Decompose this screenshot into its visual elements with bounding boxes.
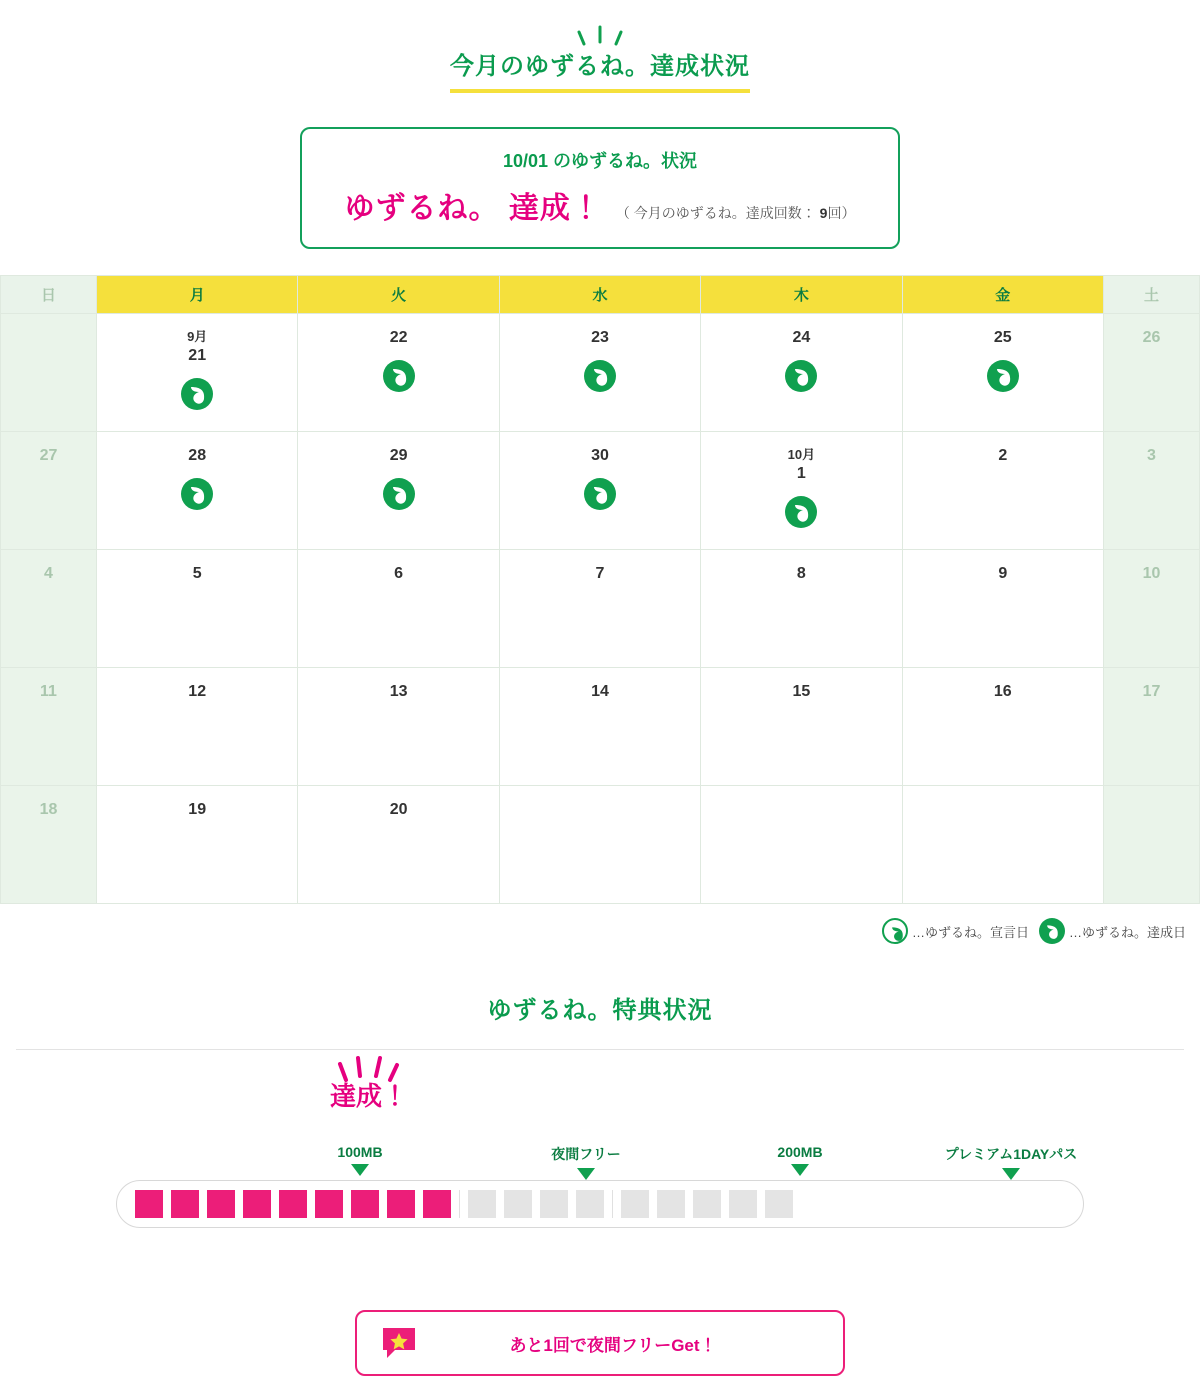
calendar-day-number: 12	[188, 683, 207, 700]
calendar-header-mon: 月	[97, 276, 298, 314]
calendar-day-mark	[98, 596, 296, 630]
legend-achieved	[1039, 918, 1186, 944]
calendar-day-number: 14	[591, 683, 609, 700]
calendar-day-cell[interactable]	[499, 432, 700, 550]
calendar-header-sat: 土	[1104, 276, 1200, 314]
section-divider	[16, 1049, 1184, 1050]
calendar-header-fri: 金	[902, 276, 1103, 314]
calendar-legend	[0, 904, 1200, 944]
marker-arrow-icon	[577, 1168, 595, 1180]
calendar-day-mark	[2, 340, 95, 374]
calendar-day-cell[interactable]	[97, 550, 298, 668]
calendar-day-cell[interactable]	[298, 314, 499, 432]
calendar-day-mark	[2, 596, 95, 630]
gauge-cell-empty	[657, 1190, 685, 1218]
calendar-day-number: 5	[192, 565, 202, 582]
calendar-day-number: 26	[1142, 329, 1161, 346]
gauge-cell-filled	[315, 1190, 343, 1218]
calendar-day-cell[interactable]	[902, 668, 1103, 786]
calendar-day-cell[interactable]	[701, 314, 902, 432]
gauge-segment	[613, 1190, 801, 1218]
calendar-day-mark	[1105, 812, 1198, 846]
page-header	[0, 0, 1200, 93]
leaf-filled-icon	[584, 360, 616, 392]
calendar-day-number: 7	[595, 565, 605, 582]
calendar-day-mark	[299, 596, 497, 630]
calendar-day-mark	[2, 832, 95, 866]
gauge-cell-empty	[729, 1190, 757, 1218]
calendar-header-wed: 水	[499, 276, 700, 314]
calendar-header-sun: 日	[1, 276, 97, 314]
calendar-day-cell[interactable]	[701, 432, 902, 550]
gauge-cell-empty	[621, 1190, 649, 1218]
leaf-filled-icon	[181, 378, 213, 410]
marker-arrow-icon	[791, 1164, 809, 1176]
calendar-day-mark	[501, 596, 699, 630]
gauge-cell-filled	[207, 1190, 235, 1218]
calendar-empty-cell	[1, 314, 97, 432]
calendar-day-mark	[702, 596, 900, 630]
calendar-day-mark	[904, 478, 1102, 512]
marker-arrow-icon	[351, 1164, 369, 1176]
legend-declared-label: …ゆずるね。宣言日	[911, 924, 1029, 940]
calendar-day-number: 21	[188, 347, 207, 365]
calendar-day-cell[interactable]	[97, 432, 298, 550]
calendar-day-number: 11	[40, 683, 57, 700]
gauge-segment	[127, 1190, 460, 1218]
calendar-day-cell[interactable]	[1, 550, 97, 668]
calendar-day-cell[interactable]	[1104, 550, 1200, 668]
calendar-day-cell[interactable]	[1104, 314, 1200, 432]
calendar-day-cell[interactable]	[1104, 668, 1200, 786]
calendar-day-cell[interactable]	[298, 668, 499, 786]
gauge-cell-empty	[693, 1190, 721, 1218]
leaf-filled-icon	[584, 478, 616, 510]
benefit-section-title: ゆずるね。特典状況	[487, 997, 713, 1024]
calendar-empty-cell	[902, 786, 1103, 904]
achievement-count-value: 9	[819, 205, 828, 221]
calendar-day-number: 3	[1147, 447, 1156, 464]
leaf-filled-icon	[181, 478, 213, 510]
benefit-marker-label: プレミアム1DAYパス	[944, 1146, 1078, 1162]
achievement-count-suffix: 回）	[827, 205, 856, 221]
star-speech-bubble-icon	[379, 1324, 423, 1362]
calendar-day-mark	[299, 478, 497, 512]
calendar-day-number: 24	[792, 329, 811, 346]
benefit-marker-premium-1day-pass	[898, 1144, 1124, 1180]
calendar-day-number: 15	[792, 683, 811, 700]
calendar-day-mark	[98, 832, 296, 866]
calendar-empty-cell	[701, 786, 902, 904]
calendar-day-number: 1	[796, 465, 806, 483]
gauge-cell-empty	[576, 1190, 604, 1218]
calendar-day-mark	[501, 360, 699, 394]
benefit-marker-label: 200MB	[777, 1144, 823, 1160]
gauge-cell-filled	[351, 1190, 379, 1218]
achievement-count-prefix: （ 今月のゆずるね。達成回数：	[615, 205, 816, 221]
calendar-day-cell[interactable]	[499, 550, 700, 668]
calendar-day-mark	[702, 714, 900, 748]
calendar-day-cell[interactable]	[701, 668, 902, 786]
leaf-filled-icon	[1039, 918, 1065, 944]
calendar-week-row	[1, 432, 1200, 550]
calendar-day-number: 20	[389, 801, 408, 818]
next-benefit-label: あと1回で夜間フリーGet！	[509, 1335, 717, 1355]
calendar-day-mark	[2, 714, 95, 748]
benefit-achieved-badge: 達成！	[330, 1081, 409, 1111]
leaf-filled-icon	[785, 496, 817, 528]
calendar-day-mark	[702, 496, 900, 530]
daily-status-card	[300, 127, 900, 249]
calendar-day-mark	[501, 812, 699, 846]
gauge-cell-empty	[765, 1190, 793, 1218]
calendar-day-cell[interactable]	[1104, 432, 1200, 550]
legend-declared	[882, 918, 1029, 944]
calendar-day-mark	[98, 478, 296, 512]
benefit-marker-night-free	[512, 1144, 660, 1180]
gauge-cell-filled	[243, 1190, 271, 1218]
gauge-cell-empty	[468, 1190, 496, 1218]
calendar-day-number: 6	[394, 565, 404, 582]
calendar-day-cell[interactable]	[97, 668, 298, 786]
gauge-cell-filled	[387, 1190, 415, 1218]
gauge-cell-filled	[423, 1190, 451, 1218]
benefit-gauge-area	[0, 1056, 1200, 1256]
calendar-day-cell[interactable]	[1, 432, 97, 550]
calendar-day-number: 4	[44, 565, 53, 582]
calendar-day-number: 2	[998, 447, 1008, 464]
status-card-body	[312, 183, 888, 227]
benefit-marker-label: 100MB	[337, 1144, 383, 1160]
benefit-marker-200mb	[740, 1144, 860, 1176]
calendar-day-cell[interactable]	[1, 668, 97, 786]
calendar-day-number: 22	[389, 329, 408, 346]
calendar-day-mark	[98, 714, 296, 748]
calendar-month-tag: 10月	[787, 447, 816, 462]
gauge-cell-empty	[504, 1190, 532, 1218]
calendar-day-number: 27	[39, 447, 58, 464]
legend-achieved-label: …ゆずるね。達成日	[1068, 924, 1186, 940]
calendar-day-mark	[501, 714, 699, 748]
benefit-marker-100mb	[300, 1144, 420, 1176]
calendar-day-number: 16	[993, 683, 1012, 700]
calendar-day-cell[interactable]	[97, 786, 298, 904]
calendar-week-row	[1, 550, 1200, 668]
calendar-day-mark	[1105, 360, 1198, 394]
calendar-day-mark	[904, 596, 1102, 630]
calendar-day-cell[interactable]	[298, 550, 499, 668]
calendar-day-cell[interactable]	[701, 550, 902, 668]
page-title: 今月のゆずるね。達成状況	[450, 46, 750, 93]
calendar-day-number: 25	[993, 329, 1012, 346]
calendar-day-cell[interactable]	[97, 314, 298, 432]
calendar-empty-cell	[499, 786, 700, 904]
calendar-day-cell[interactable]	[1, 786, 97, 904]
calendar-day-mark	[1105, 478, 1198, 512]
leaf-filled-icon	[383, 360, 415, 392]
calendar-body	[1, 314, 1200, 904]
calendar-day-mark	[501, 478, 699, 512]
calendar-day-mark	[904, 360, 1102, 394]
achievement-count	[616, 203, 856, 223]
calendar-day-mark	[299, 714, 497, 748]
sparkle-icon	[570, 22, 630, 50]
calendar-day-cell[interactable]	[298, 786, 499, 904]
calendar-day-number: 23	[591, 329, 609, 346]
benefit-progress-gauge	[116, 1180, 1084, 1228]
leaf-outline-icon	[882, 918, 908, 944]
calendar-day-number: 13	[389, 683, 408, 700]
calendar-day-number: 19	[188, 801, 207, 818]
status-card-heading: 10/01 のゆずるね。状況	[502, 151, 698, 171]
gauge-cell-filled	[135, 1190, 163, 1218]
calendar-header-thu: 木	[701, 276, 902, 314]
calendar-month-tag: 9月	[187, 329, 208, 344]
marker-arrow-icon	[1002, 1168, 1020, 1180]
calendar-day-mark	[904, 714, 1102, 748]
calendar-day-mark	[98, 378, 296, 412]
calendar-week-row	[1, 668, 1200, 786]
calendar-day-number: 9	[998, 565, 1008, 582]
calendar-day-number: 30	[591, 447, 609, 464]
calendar-day-cell[interactable]	[298, 432, 499, 550]
gauge-cell-filled	[171, 1190, 199, 1218]
calendar-day-cell[interactable]	[499, 314, 700, 432]
calendar-header-row	[1, 276, 1200, 314]
calendar-day-mark	[904, 812, 1102, 846]
leaf-filled-icon	[383, 478, 415, 510]
leaf-filled-icon	[785, 360, 817, 392]
calendar-day-cell[interactable]	[499, 668, 700, 786]
calendar-empty-cell	[1104, 786, 1200, 904]
calendar-day-mark	[2, 478, 95, 512]
calendar-day-mark	[299, 832, 497, 866]
calendar-week-row	[1, 314, 1200, 432]
calendar-day-mark	[1105, 714, 1198, 748]
benefit-marker-label: 夜間フリー	[551, 1146, 621, 1162]
gauge-segment	[460, 1190, 613, 1218]
gauge-cell-empty	[540, 1190, 568, 1218]
gauge-cell-filled	[279, 1190, 307, 1218]
next-benefit-banner[interactable]	[355, 1310, 845, 1376]
achievement-calendar	[0, 275, 1200, 904]
calendar-day-number: 10	[1142, 565, 1161, 582]
calendar-week-row	[1, 786, 1200, 904]
calendar-day-cell[interactable]	[902, 314, 1103, 432]
calendar-day-number: 29	[389, 447, 408, 464]
calendar-day-mark	[702, 360, 900, 394]
calendar-day-number: 28	[188, 447, 207, 464]
leaf-filled-icon	[987, 360, 1019, 392]
calendar-day-cell[interactable]	[902, 432, 1103, 550]
calendar-day-number: 8	[796, 565, 806, 582]
calendar-day-mark	[1105, 596, 1198, 630]
achievement-label: ゆずるね。 達成！	[344, 192, 602, 225]
calendar-day-mark	[702, 812, 900, 846]
calendar-day-number: 17	[1142, 683, 1161, 700]
calendar-day-mark	[299, 360, 497, 394]
calendar-day-cell[interactable]	[902, 550, 1103, 668]
calendar-header-tue: 火	[298, 276, 499, 314]
calendar-day-number: 18	[39, 801, 58, 818]
